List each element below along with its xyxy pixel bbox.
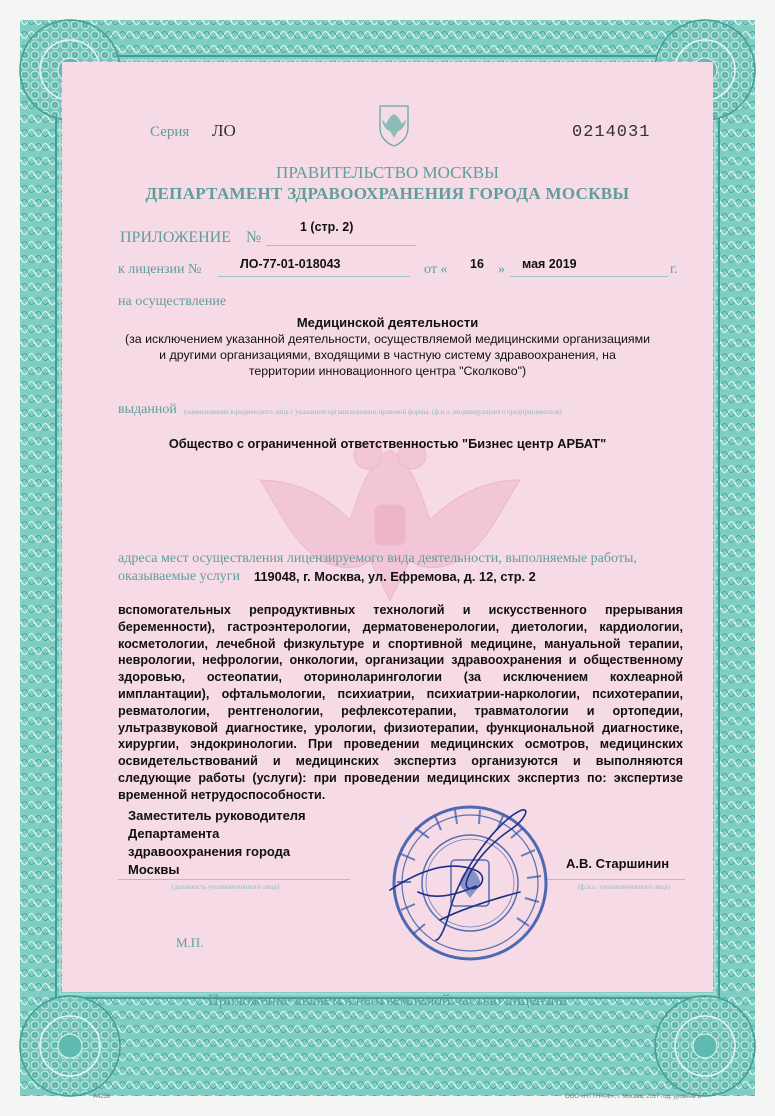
- corner-rosette-br: [655, 996, 755, 1096]
- address-label-line-2: оказываемые услуги: [118, 569, 241, 584]
- seal-label: М.П.: [176, 935, 204, 950]
- date-day: 16: [470, 257, 484, 271]
- date-close-quote: »: [498, 262, 505, 277]
- corner-rosette-bl: [20, 996, 120, 1096]
- appendix-number: 1 (стр. 2): [300, 220, 354, 234]
- signer-name: А.В. Старшинин: [566, 856, 670, 871]
- appendix-label: ПРИЛОЖЕНИЕ: [120, 229, 232, 246]
- printer-info: ООО «НТТГРАФ», г. Москва, 2017 год, уровень Б: [565, 1094, 702, 1100]
- department-title: ДЕПАРТАМЕНТ ЗДРАВООХРАНЕНИЯ ГОРОДА МОСКВЫ: [145, 184, 630, 203]
- activity-note-line-2: и другими организациями, входящими в частную систему здравоохранения, на: [159, 348, 616, 362]
- services-text: вспомогательных репродуктивных технологий и искусственного прерывания беременности), гастроэнтерологии, дерматовенерологии, диетологии, кардиологии, косметологии, лечебной физкультуре и спортивной медицине, мануальной терапии, неврологии, нефрологии, онкологии, организации здравоохранения и общественному здоровью, остеопатии, оториноларингологии (за исключением кохлеарной имплантации), офтальмологии, психиатрии, психиатрии-наркологии, психотерапии, ревматологии, рентгенологии, рефлексотерапии, травматологии и ортопедии, ультразвуковой диагностике, урологии, физиотерапии, функциональной диагностике, хирургии, эндокринологии. При проведении медицинских осмотров, медицинских освидетельствований и медицинских экспертиз организуются и выполняются следующие работы (услуги): при проведении медицинских экспертиз по: экспертизе временной нетрудоспособности.: [118, 603, 683, 802]
- issued-label: выданной: [118, 402, 177, 417]
- form-number: 0214031: [572, 123, 651, 142]
- coat-of-arms-emblem: [376, 102, 412, 148]
- position-caption: (должность уполномоченного лица): [172, 883, 280, 891]
- date-from-label: от «: [424, 262, 448, 277]
- address-value: 119048, г. Москва, ул. Ефремова, д. 12, стр. 2: [254, 569, 536, 584]
- license-number: ЛО-77-01-018043: [240, 257, 341, 271]
- year-suffix: г.: [670, 262, 678, 277]
- license-label: к лицензии №: [118, 262, 202, 277]
- signer-position-line-4: Москвы: [128, 862, 180, 877]
- series-label: Серия: [150, 124, 190, 140]
- company-name: Общество с ограниченной ответственностью "Бизнес центр АРБАТ": [168, 436, 607, 451]
- signer-position-line-3: здравоохранения города: [128, 844, 291, 859]
- handwritten-signature: [380, 800, 550, 950]
- name-caption: (ф.и.о. уполномоченного лица): [578, 883, 671, 891]
- printer-code: A4238: [93, 1094, 111, 1100]
- issued-caption: (наименование юридического лица с указанием организационно-правовой формы, (ф.и.о. индивидуального предпринимателя): [184, 408, 562, 416]
- signer-position-line-1: Заместитель руководителя: [128, 808, 306, 823]
- signer-position-line-2: Департамента: [128, 826, 220, 841]
- activity-note-line-3: территории инновационного центра "Сколково"): [248, 364, 527, 378]
- footer-note: Приложение является неотъемлемой частью лицензии: [207, 992, 568, 1009]
- address-label-line-1: адреса мест осуществления лицензируемого вида деятельности, выполняемые работы,: [118, 551, 637, 566]
- activity-note-line-1: (за исключением указанной деятельности, осуществляемой медицинскими организациями: [124, 332, 651, 346]
- activity-title: Медицинской деятельности: [296, 315, 479, 330]
- activity-label: на осуществление: [118, 294, 227, 309]
- date-month-year: мая 2019: [522, 257, 577, 271]
- series-value: ЛО: [212, 121, 236, 140]
- government-title: ПРАВИТЕЛЬСТВО МОСКВЫ: [276, 163, 499, 182]
- appendix-number-sign: №: [246, 229, 262, 246]
